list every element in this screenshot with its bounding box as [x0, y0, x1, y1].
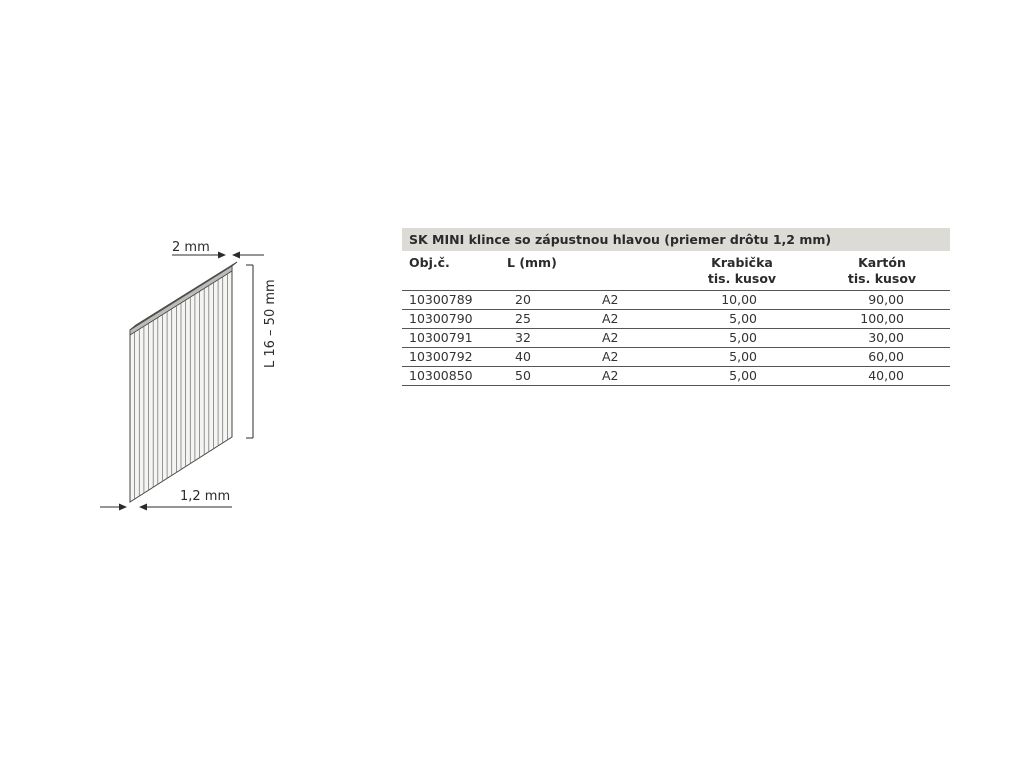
cell-carton: 40,00: [868, 368, 904, 383]
table-body: [402, 290, 950, 386]
table-row: [402, 329, 950, 348]
cell-length: 32: [515, 330, 531, 345]
header-carton: [832, 255, 932, 287]
head-width-label: 2 mm: [172, 240, 210, 255]
wire-diameter-label: 1,2 mm: [180, 489, 231, 504]
head-width-dimension: [172, 240, 264, 259]
cell-carton: 60,00: [868, 349, 904, 364]
cell-box: 5,00: [729, 311, 757, 326]
cell-material: A2: [602, 292, 619, 307]
cell-order-number: 10300792: [409, 349, 473, 364]
cell-order-number: 10300790: [409, 311, 473, 326]
product-table: [402, 228, 950, 386]
header-order-number: Obj.č.: [409, 255, 450, 270]
table-row: [402, 291, 950, 310]
header-length: L (mm): [507, 255, 557, 270]
cell-box: 5,00: [729, 349, 757, 364]
cell-length: 25: [515, 311, 531, 326]
cell-order-number: 10300789: [409, 292, 473, 307]
nail-strip-illustration: [130, 262, 237, 502]
header-carton-line2: tis. kusov: [847, 271, 917, 286]
cell-carton: 100,00: [860, 311, 904, 326]
cell-box: 5,00: [729, 330, 757, 345]
table-row: [402, 367, 950, 386]
length-label: L 16 – 50 mm: [263, 279, 278, 368]
header-box-line1: Krabička: [711, 255, 773, 270]
cell-order-number: 10300850: [409, 368, 473, 383]
length-dimension: [246, 265, 278, 438]
table-row: [402, 348, 950, 367]
cell-length: 40: [515, 349, 531, 364]
cell-carton: 30,00: [868, 330, 904, 345]
table-header: [402, 251, 950, 290]
cell-box: 10,00: [721, 292, 757, 307]
cell-length: 50: [515, 368, 531, 383]
cell-length: 20: [515, 292, 531, 307]
header-box-line2: tis. kusov: [707, 271, 777, 286]
table-title: SK MINI klince so zápustnou hlavou (priemer drôtu 1,2 mm): [402, 228, 950, 251]
wire-diameter-dimension: [100, 489, 232, 511]
header-carton-line1: Kartón: [858, 255, 906, 270]
cell-material: A2: [602, 311, 619, 326]
cell-carton: 90,00: [868, 292, 904, 307]
header-box: [692, 255, 792, 287]
table-row: [402, 310, 950, 329]
cell-material: A2: [602, 330, 619, 345]
cell-order-number: 10300791: [409, 330, 473, 345]
cell-box: 5,00: [729, 368, 757, 383]
cell-material: A2: [602, 349, 619, 364]
cell-material: A2: [602, 368, 619, 383]
